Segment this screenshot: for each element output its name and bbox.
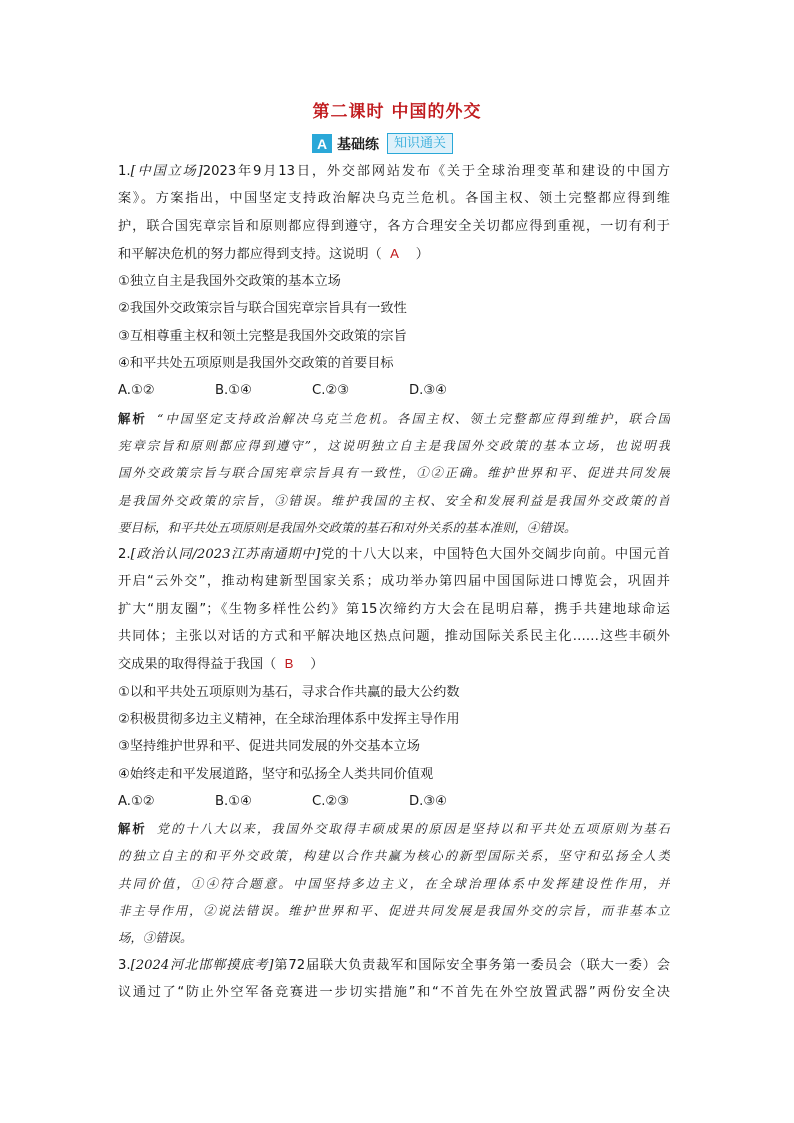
- q1-item-2: ②我国外交政策宗旨与联合国宪章宗旨具有一致性: [118, 301, 407, 317]
- q2-line-4: 共同体；主张以对话的方式和平解决地区热点问题，推动国际关系民主化……这些丰硕外: [118, 629, 670, 645]
- q2-line-3: 扩大“朋友圈”；《生物多样性公约》第15次缔约方大会在昆明启幕，携手共建地球命运: [118, 601, 670, 617]
- badge-letter: A: [312, 134, 332, 153]
- q1-line-2: 案》。方案指出，中国坚定支持政治解决乌克兰危机。各国主权、领土完整都应得到维: [118, 191, 670, 207]
- q1-item-3: ③互相尊重主权和领土完整是我国外交政策的宗旨: [118, 328, 407, 344]
- question-content: [118, 158, 670, 1006]
- section-badge: [312, 133, 453, 154]
- q1-item-1: ①独立自主是我国外交政策的基本立场: [118, 274, 341, 290]
- q2-tag: [政治认同/2023江苏南通期中]: [130, 547, 321, 563]
- q1-explain-3: 国外交政策宗旨与联合国宪章宗旨具有一致性，①②正确。维护世界和平、促进共同发展: [118, 465, 670, 481]
- q2-options: [118, 788, 670, 815]
- q1-number: 1.: [118, 164, 131, 179]
- q3-number: 3.: [118, 957, 131, 973]
- q2-explain-5: 场，③错误。: [118, 930, 193, 946]
- q2-answer: B: [284, 656, 294, 672]
- q2-number: 2.: [118, 547, 131, 563]
- q1-option-b: B.①④: [215, 383, 252, 399]
- q1-answer: A: [390, 245, 399, 261]
- q2-option-d: D.③④: [409, 793, 447, 809]
- q1-option-d: D.③④: [409, 383, 447, 399]
- q2-line-2: 开启“云外交”，推动构建新型国家关系；成功举办第四届中国国际进口博览会，巩固并: [118, 574, 670, 590]
- q1-explain-4: 是我国外交政策的宗旨，③错误。维护我国的主权、安全和发展利益是我国外交政策的首: [118, 492, 670, 508]
- q1-explain-label: 解析: [118, 410, 147, 426]
- q2-item-3: ③坚持维护世界和平、促进共同发展的外交基本立场: [118, 739, 420, 755]
- q2-option-b: B.①④: [215, 793, 252, 809]
- q1-explain-1: 解析 “中国坚定支持政治解决乌克兰危机。各国主权、领土完整都应得到维护，联合国: [118, 410, 670, 426]
- q1-explain-5: 要目标，和平共处五项原则是我国外交政策的基石和对外关系的基本准则，④错误。: [118, 519, 577, 535]
- q1-item-4: ④和平共处五项原则是我国外交政策的首要目标: [118, 356, 394, 372]
- q2-explain-label: 解析: [118, 821, 147, 837]
- q2-explain-4: 非主导作用，②说法错误。维护世界和平、促进共同发展是我国外交的宗旨，而非基本立: [118, 903, 670, 919]
- q2-item-4: ④始终走和平发展道路，坚守和弘扬全人类共同价值观: [118, 766, 434, 782]
- q2-line-1: 2.[政治认同/2023江苏南通期中]党的十八大以来，中国特色大国外交阔步向前。中国元首: [118, 547, 670, 563]
- q1-options: [118, 377, 670, 404]
- q2-option-a: A.①②: [118, 793, 155, 809]
- q1-option-c: C.②③: [312, 383, 350, 399]
- q2-item-2: ②积极贯彻多边主义精神，在全球治理体系中发挥主导作用: [118, 711, 460, 727]
- q3-line-1: 3.[2024河北邯郸摸底考]第72届联大负责裁军和国际安全事务第一委员会（联大一委）会: [118, 957, 670, 973]
- q2-explain-1: 解析 党的十八大以来，我国外交取得丰硕成果的原因是坚持以和平共处五项原则为基石: [118, 821, 670, 837]
- q1-line-3: 护，联合国宪章宗旨和原则都应得到遵守，各方合理安全关切都应得到重视，一切有利于: [118, 218, 670, 234]
- badge-main-label: 基础练: [337, 136, 379, 153]
- q3-line-2: 议通过了“防止外空军备竞赛进一步切实措施”和“不首先在外空放置武器”两份安全决: [118, 984, 670, 1000]
- q1-tag: [中国立场]: [130, 164, 203, 179]
- page-title: 第二课时 中国的外交: [312, 102, 482, 122]
- q2-explain-3: 共同价值，①④符合题意。中国坚持多边主义，在全球治理体系中发挥建设性作用，并: [118, 875, 670, 891]
- q1-explain-2: 宪章宗旨和原则都应得到遵守”，这说明独立自主是我国外交政策的基本立场，也说明我: [118, 437, 670, 453]
- q2-explain-2: 的独立自主的和平外交政策，构建以合作共赢为核心的新型国际关系，坚守和弘扬全人类: [118, 848, 670, 864]
- q1-line-4: 和平解决危机的努力都应得到支持。这说明（ A ）: [118, 245, 429, 262]
- q1-option-a: A.①②: [118, 383, 155, 399]
- q2-line-5: 交成果的取得得益于我国（ B ）: [118, 656, 324, 673]
- q2-option-c: C.②③: [312, 793, 350, 809]
- q2-item-1: ①以和平共处五项原则为基石，寻求合作共赢的最大公约数: [118, 684, 460, 700]
- q3-tag: [2024河北邯郸摸底考]: [130, 957, 274, 973]
- badge-sub-label: 知识通关: [387, 133, 453, 154]
- q1-line-1: 1.[中国立场]2023年9月13日，外交部网站发布《关于全球治理变革和建设的中国方: [118, 164, 670, 179]
